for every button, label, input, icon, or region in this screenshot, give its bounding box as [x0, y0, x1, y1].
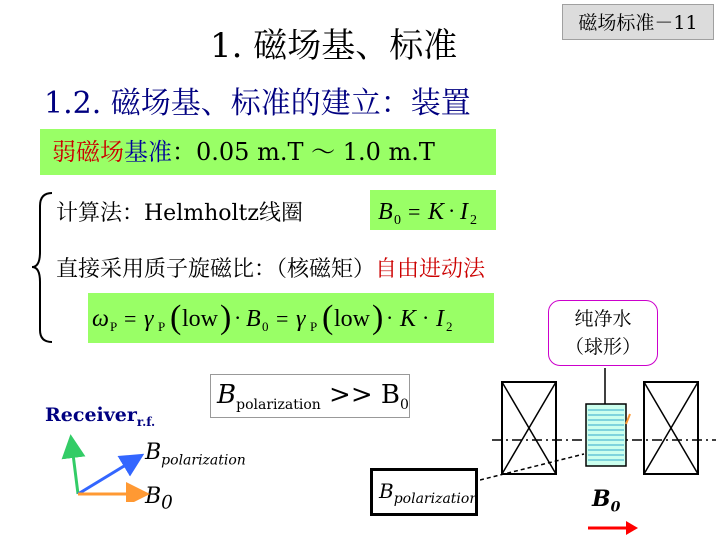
svg-text:=: = [124, 306, 137, 331]
svg-text:·: · [386, 305, 394, 330]
bpol-vector-label [145, 440, 246, 468]
water-sample-icon [586, 404, 626, 466]
bpol-inline-sub: polarization [161, 452, 246, 469]
svg-text:I: I [436, 306, 444, 332]
helmholtz-formula-graphic [370, 190, 496, 230]
vector-diagram [60, 432, 150, 502]
svg-text:P: P [158, 319, 166, 334]
b0-sub-relation: 0 [399, 397, 409, 414]
receiver-label [45, 404, 155, 429]
bpol-box2-sub: polarization [393, 491, 479, 507]
bpol-main: B [217, 380, 237, 410]
proton-gyromagnetic-formula [88, 293, 494, 343]
sample-callout-line1: 纯净水 [574, 308, 632, 330]
b0-left-sub: 0 [161, 492, 173, 514]
bpol-relation: >> B [320, 380, 400, 410]
svg-text:γ: γ [144, 306, 154, 332]
svg-text:=: = [408, 199, 421, 224]
sample-callout [548, 300, 658, 366]
svg-text:·: · [422, 305, 430, 330]
standard-label: 基准 [124, 138, 172, 166]
left-brace-icon [28, 190, 58, 345]
svg-text:P: P [310, 319, 318, 334]
b0-right-main: B [592, 486, 611, 512]
slide-title: 1. 磁场基、标准 [210, 26, 458, 66]
svg-text:=: = [276, 306, 289, 331]
bpol-sub: polarization [236, 397, 321, 414]
svg-text:B: B [378, 199, 393, 225]
b0-field-label [592, 486, 620, 515]
field-range: ：0.05 m.T ～ 1.0 m.T [172, 138, 435, 166]
slide-tag: 磁场标准－11 [562, 4, 714, 40]
weak-field-standard-box [40, 129, 496, 175]
receiver-main: Receiver [45, 404, 137, 426]
polarization-field-box [370, 468, 478, 516]
helmholtz-formula [370, 190, 496, 230]
weak-field-label: 弱磁场 [52, 138, 124, 166]
svg-text:P: P [110, 319, 118, 334]
svg-text:2: 2 [470, 213, 477, 228]
receiver-vector-arrow [72, 446, 78, 494]
direct-method-label [56, 252, 485, 283]
free-precession-label: 自由进动法 [375, 257, 486, 282]
slide-subtitle: 1.2. 磁场基、标准的建立：装置 [44, 86, 471, 121]
bpol-box2-main: B [379, 479, 394, 503]
polarization-relation-box [210, 374, 410, 418]
svg-text:0: 0 [262, 319, 269, 334]
svg-text:0: 0 [394, 213, 401, 228]
bpol-inline-main: B [145, 440, 162, 465]
receiver-sub: r.f. [136, 414, 156, 429]
svg-text:(: ( [170, 299, 182, 336]
gyromagnetic-formula-graphic [88, 293, 494, 343]
svg-text:·: · [448, 198, 456, 223]
svg-text:2: 2 [446, 319, 453, 334]
b0-left-main: B [145, 484, 162, 509]
svg-text:low: low [182, 306, 218, 332]
calculation-method-label: 计算法：Helmholtz线圈 [56, 201, 303, 226]
sample-callout-line2: （球形） [564, 336, 641, 358]
svg-text:ω: ω [92, 306, 109, 332]
svg-text:): ) [372, 299, 384, 336]
svg-text:low: low [334, 306, 370, 332]
b0-right-sub: 0 [610, 499, 621, 516]
polarization-vector-arrow [78, 460, 134, 494]
svg-text:): ) [220, 299, 232, 336]
svg-text:K: K [428, 199, 445, 225]
svg-text:·: · [234, 305, 242, 330]
svg-text:γ: γ [296, 306, 306, 332]
svg-text:I: I [460, 199, 468, 225]
direct-method-text: 直接采用质子旋磁比：（核磁矩） [56, 257, 376, 282]
svg-text:B: B [246, 306, 261, 332]
svg-text:(: ( [322, 299, 334, 336]
svg-text:K: K [400, 306, 417, 332]
